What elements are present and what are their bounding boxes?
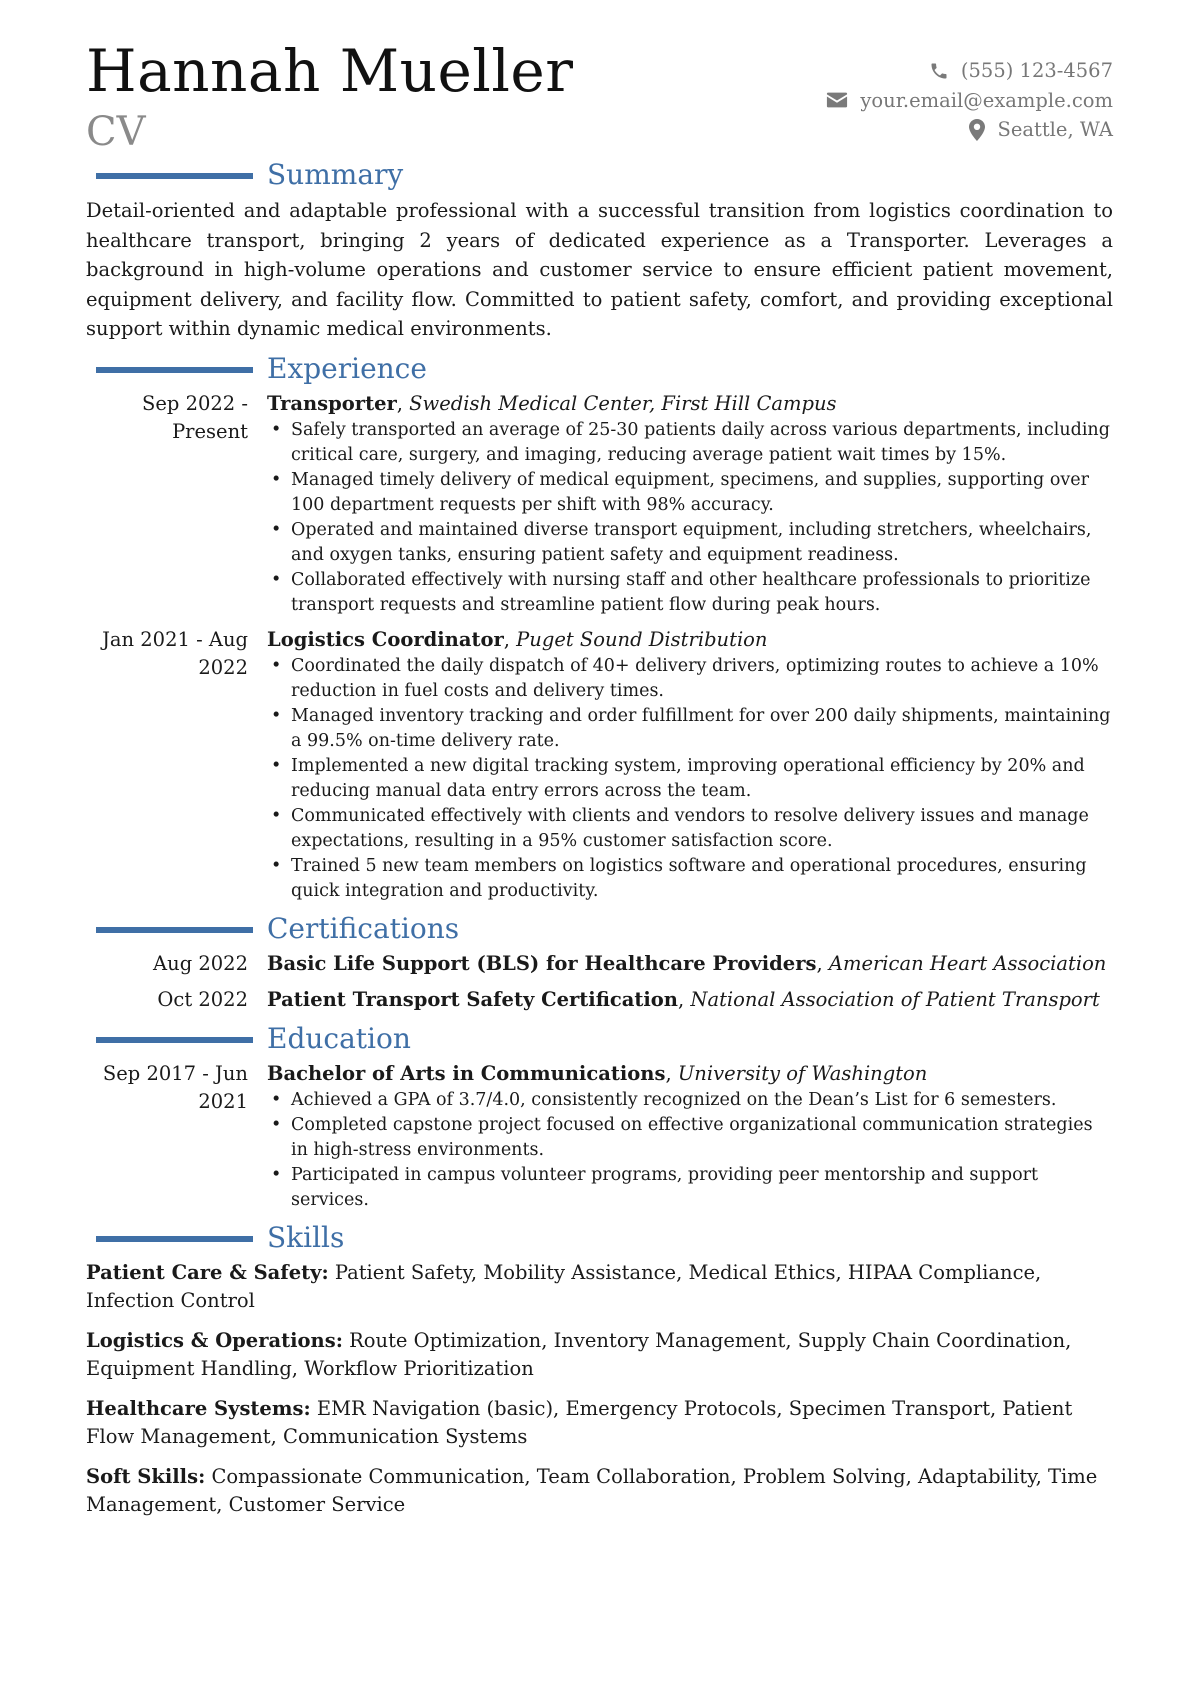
certification-name: Basic Life Support (BLS) for Healthcare Providers	[267, 951, 817, 975]
skill-group	[86, 1327, 1113, 1383]
contact-email	[826, 86, 1113, 116]
skill-items: Patient Safety, Mobility Assistance, Medical Ethics, HIPAA Compliance, Infection Control	[86, 1260, 1042, 1312]
certification-entry	[86, 986, 1113, 1014]
skills-title: Skills	[267, 1220, 345, 1254]
phone-icon	[929, 61, 949, 81]
entry-body	[267, 986, 1113, 1014]
institution: University of Washington	[677, 1061, 928, 1085]
bullet-item: • Safely transported an average of 25-30 patients daily across various departments, including critical care, surgery, and imaging, reducing average patient wait times by 15%.	[291, 418, 1113, 468]
phone-number: (555) 123-4567	[960, 59, 1113, 83]
bullet-item: • Communicated effectively with clients and vendors to resolve delivery issues and manage expectations, resulting in a 95% customer satisfaction score.	[291, 804, 1113, 854]
entry-heading: Transporter, Swedish Medical Center, First Hill Campus	[267, 391, 837, 415]
skills-heading	[86, 1221, 1113, 1259]
bullet-item: • Implemented a new digital tracking system, improving operational efficiency by 20% and reducing manual data entry errors across the team.	[291, 754, 1113, 804]
summary-heading	[86, 158, 1113, 196]
cv-header	[86, 37, 1113, 158]
skill-group	[86, 1463, 1113, 1519]
skill-category: Patient Care & Safety:	[86, 1260, 329, 1284]
entry-heading: Basic Life Support (BLS) for Healthcare Providers, American Heart Association	[267, 951, 1107, 975]
employer: Swedish Medical Center, First Hill Campus	[409, 391, 837, 415]
section-accent-bar	[96, 1037, 253, 1043]
skill-category: Logistics & Operations:	[86, 1328, 343, 1352]
skill-category: Soft Skills:	[86, 1464, 206, 1488]
email-address[interactable]: your.email@example.com	[860, 88, 1113, 112]
location-text: Seattle, WA	[997, 118, 1113, 142]
full-name: Hannah Mueller	[86, 37, 574, 105]
entry-heading: Patient Transport Safety Certification, National Association of Patient Transport	[267, 987, 1100, 1011]
section-accent-bar	[96, 367, 253, 373]
experience-heading	[86, 352, 1113, 390]
document-subtitle: CV	[86, 109, 146, 155]
degree-name: Bachelor of Arts in Communications	[267, 1061, 666, 1085]
skill-group	[86, 1259, 1113, 1315]
job-title: Transporter	[267, 391, 397, 415]
bullet-item: • Achieved a GPA of 3.7/4.0, consistently recognized on the Dean’s List for 6 semesters.	[291, 1088, 1113, 1113]
entry-body	[267, 626, 1113, 904]
job-title: Logistics Coordinator	[267, 627, 504, 651]
contact-block	[826, 56, 1113, 145]
entry-body	[267, 1060, 1113, 1213]
skill-items: EMR Navigation (basic), Emergency Protocols, Specimen Transport, Patient Flow Management, Communication Systems	[86, 1396, 1073, 1448]
bullet-item: • Managed timely delivery of medical equipment, specimens, and supplies, supporting over 100 department requests per shift with 98% accuracy.	[291, 468, 1113, 518]
bullet-item: • Managed inventory tracking and order fulfillment for over 200 daily shipments, maintaining a 99.5% on-time delivery rate.	[291, 704, 1113, 754]
bullet-item: • Operated and maintained diverse transport equipment, including stretchers, wheelchairs, and oxygen tanks, ensuring patient safety and equipment readiness.	[291, 518, 1113, 568]
entry-body	[267, 390, 1113, 618]
issuer: National Association of Patient Transport	[690, 987, 1100, 1011]
entry-date: Jan 2021 - Aug 2022	[102, 627, 248, 679]
certification-name: Patient Transport Safety Certification	[267, 987, 678, 1011]
skill-items: Route Optimization, Inventory Management, Supply Chain Coordination, Equipment Handling, Workflow Prioritization	[86, 1328, 1072, 1380]
education-heading	[86, 1022, 1113, 1060]
entry-body	[267, 950, 1113, 978]
cv-page	[86, 37, 1113, 1531]
experience-entry	[86, 626, 1113, 904]
location-pin-icon	[969, 119, 985, 141]
education-title: Education	[267, 1021, 411, 1055]
employer: Puget Sound Distribution	[516, 627, 768, 651]
summary-title: Summary	[267, 158, 404, 191]
bullet-item: • Coordinated the daily dispatch of 40+ delivery drivers, optimizing routes to achieve a 10% reduction in fuel costs and delivery times.	[291, 654, 1113, 704]
experience-title: Experience	[267, 351, 427, 385]
entry-date: Sep 2022 - Present	[142, 391, 248, 443]
section-accent-bar	[96, 1236, 253, 1242]
skill-category: Healthcare Systems:	[86, 1396, 311, 1420]
bullet-item: • Participated in campus volunteer programs, providing peer mentorship and support services.	[291, 1163, 1113, 1213]
section-accent-bar	[96, 927, 253, 933]
summary-text: Detail-oriented and adaptable professional with a successful transition from logistics coordination to healthcare transport, bringing 2 years of dedicated experience as a Transporter. Leverages a background in high-volume operations and customer service to ensure efficient patient movement, equipment delivery, and facility flow. Committed to patient safety, comfort, and providing exceptional support within dynamic medical environments.	[86, 199, 1113, 340]
entry-date: Aug 2022	[153, 951, 248, 975]
entry-heading: Logistics Coordinator, Puget Sound Distribution	[267, 627, 768, 651]
certifications-title: Certifications	[267, 911, 460, 945]
education-entry	[86, 1060, 1113, 1213]
skill-group	[86, 1395, 1113, 1451]
issuer: American Heart Association	[828, 951, 1107, 975]
bullet-list	[267, 1088, 1113, 1213]
contact-location	[826, 115, 1113, 145]
experience-entry	[86, 390, 1113, 618]
contact-phone	[826, 56, 1113, 86]
skill-items: Compassionate Communication, Team Collaboration, Problem Solving, Adaptability, Time Management, Customer Service	[86, 1464, 1098, 1516]
section-accent-bar	[96, 173, 253, 179]
entry-date: Sep 2017 - Jun 2021	[102, 1061, 248, 1113]
entry-heading: Bachelor of Arts in Communications, University of Washington	[267, 1061, 928, 1085]
envelope-icon	[826, 91, 848, 109]
certification-entry	[86, 950, 1113, 978]
bullet-item: • Collaborated effectively with nursing staff and other healthcare professionals to prioritize transport requests and streamline patient flow during peak hours.	[291, 568, 1113, 618]
bullet-list	[267, 418, 1113, 618]
entry-date: Oct 2022	[157, 987, 248, 1011]
certifications-heading	[86, 912, 1113, 950]
bullet-item: • Completed capstone project focused on effective organizational communication strategies in high-stress environments.	[291, 1113, 1113, 1163]
bullet-list	[267, 654, 1113, 904]
bullet-item: • Trained 5 new team members on logistics software and operational procedures, ensuring quick integration and productivity.	[291, 854, 1113, 904]
